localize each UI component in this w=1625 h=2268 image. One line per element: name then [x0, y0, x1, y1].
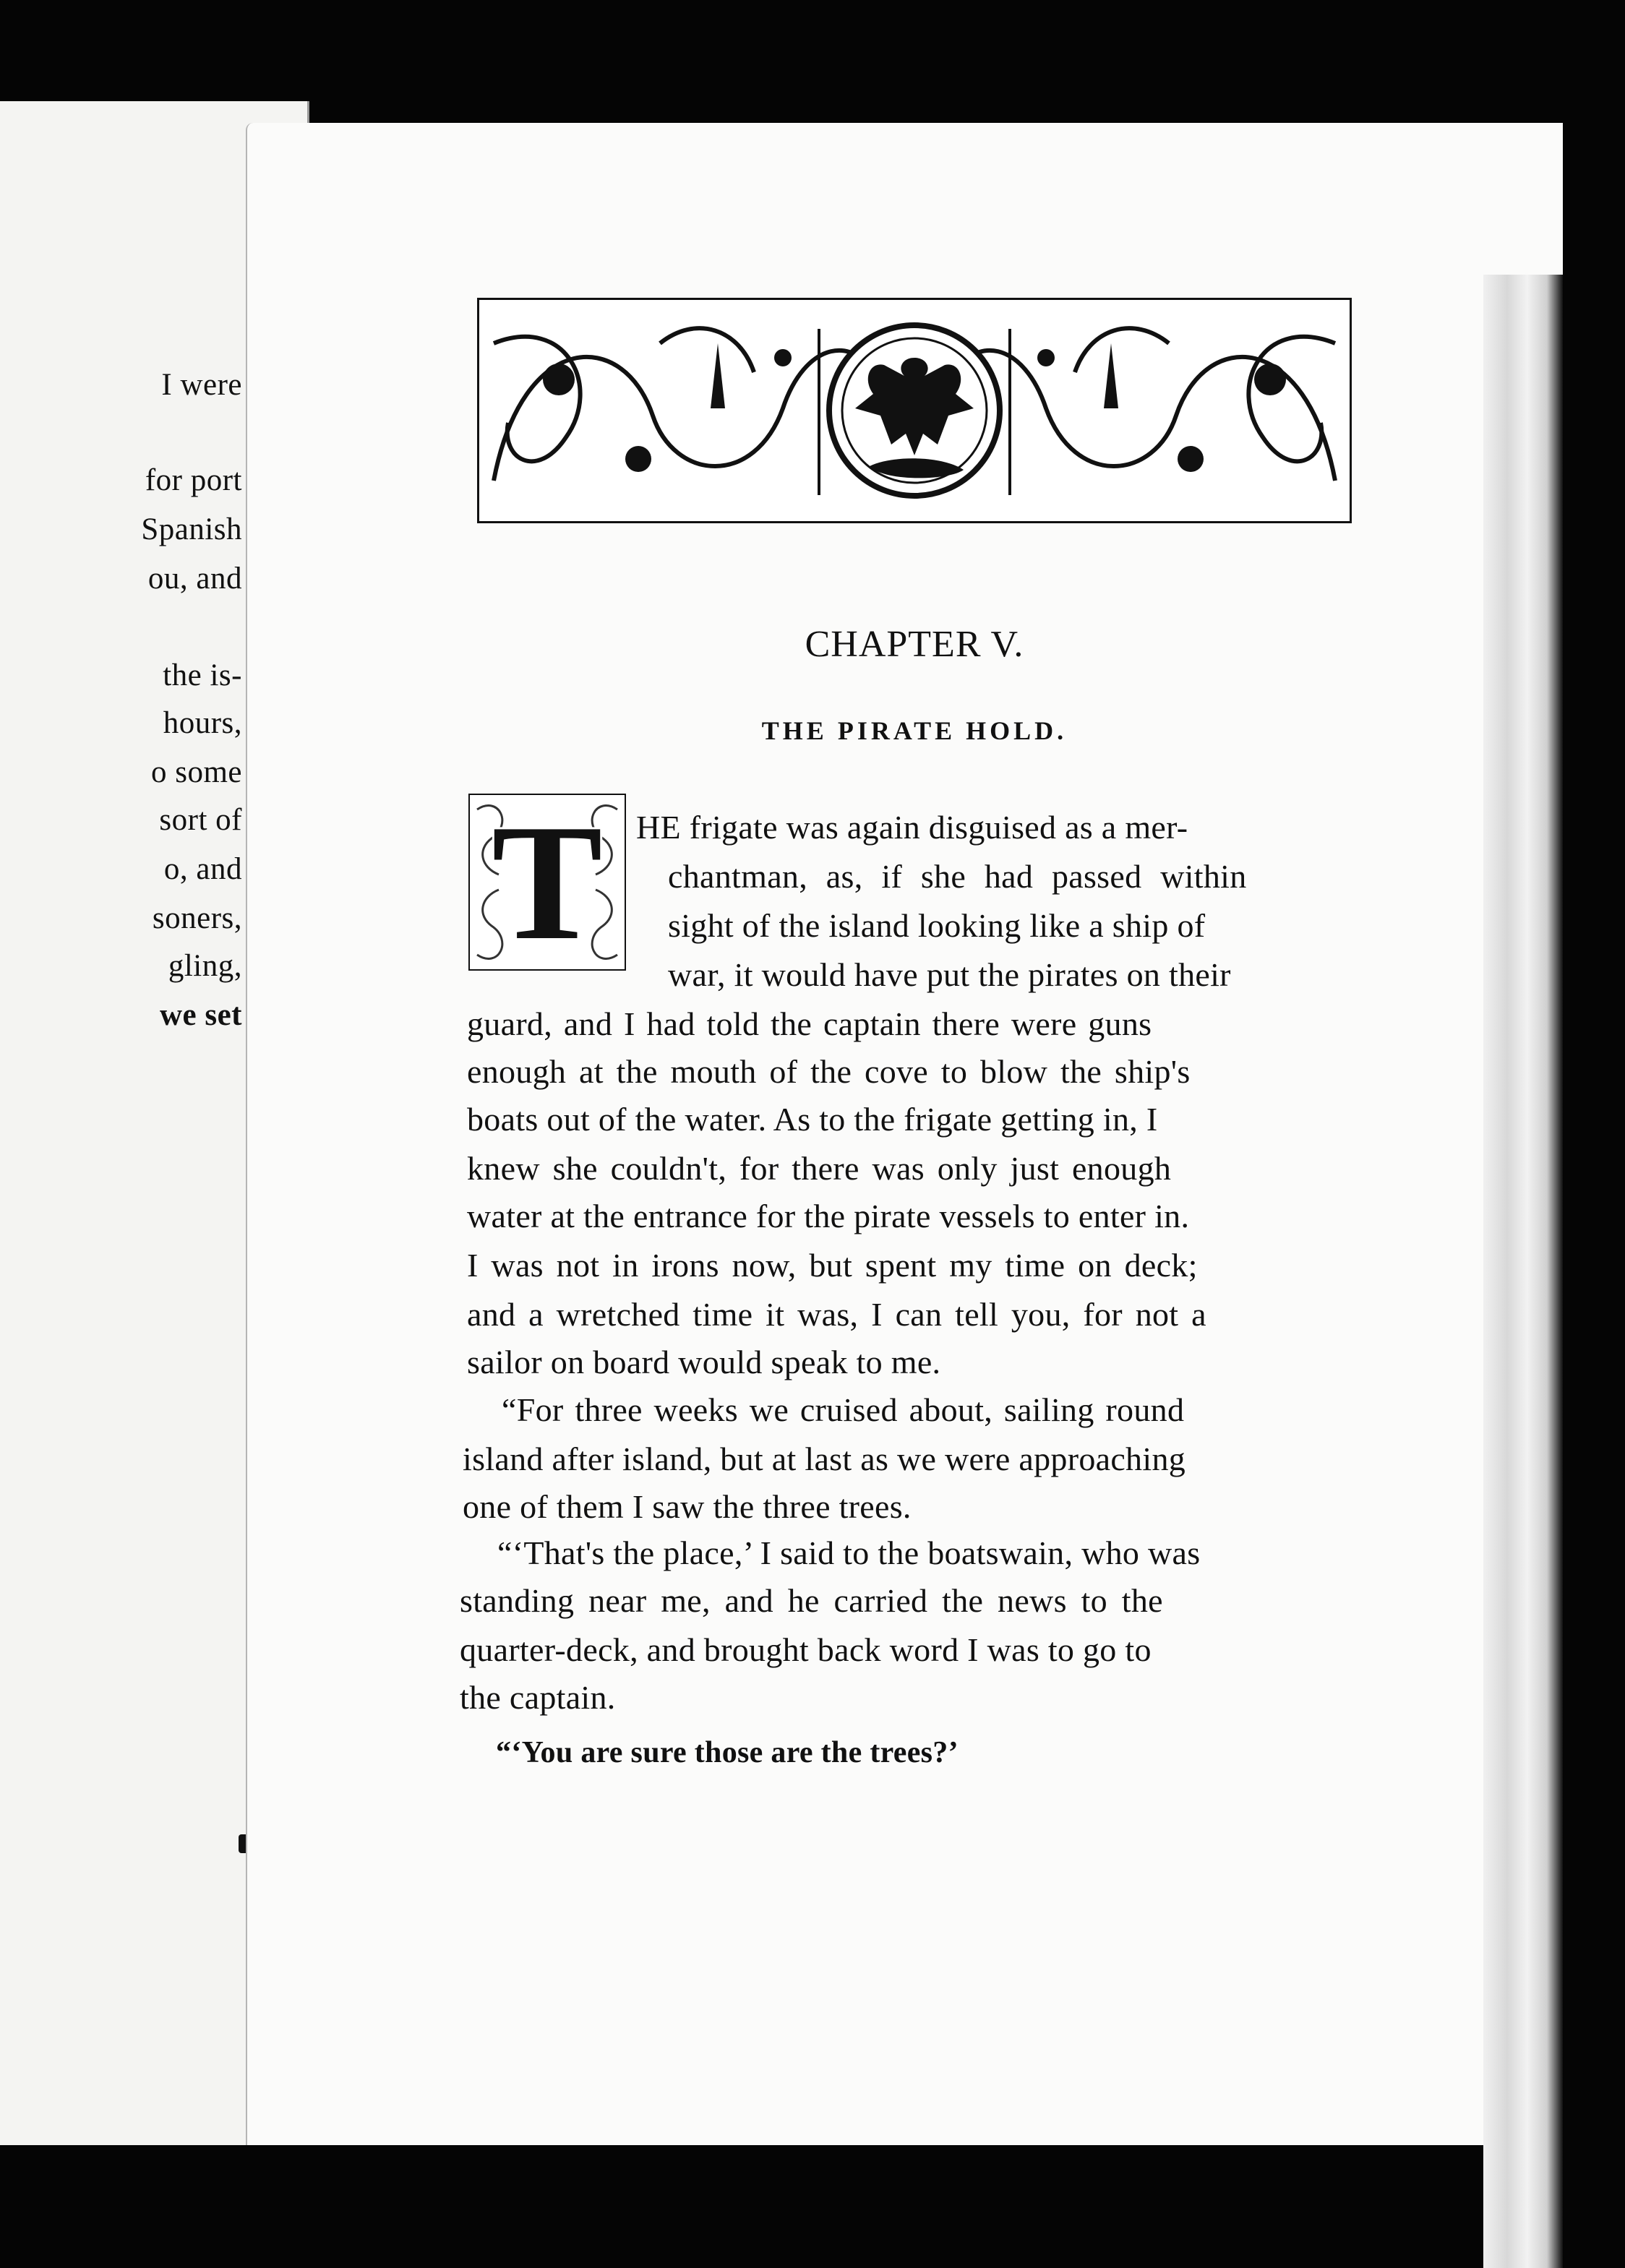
left-page-line: ou, and	[147, 562, 242, 596]
left-page-line: for port	[145, 463, 242, 497]
drop-cap-letter: T	[492, 790, 603, 974]
drop-cap	[468, 790, 626, 974]
body-line: one of them I saw the three trees.	[463, 1488, 912, 1525]
body-line: boats out of the water. As to the frigate getting in, I	[467, 1101, 1158, 1138]
left-page-line: soners,	[152, 901, 242, 935]
body-line: chantman, as, if she had passed within	[668, 858, 1247, 895]
left-page-line: I were	[161, 368, 242, 402]
left-page-line: gling,	[168, 949, 242, 983]
headpiece-ornament	[477, 298, 1352, 523]
body-line: standing near me, and he carried the news to the	[460, 1582, 1163, 1619]
left-page-line: we set	[159, 998, 242, 1032]
left-page-line: hours,	[163, 706, 242, 740]
body-line: island after island, but at last as we were approaching	[463, 1440, 1186, 1477]
body-line: water at the entrance for the pirate vessels to enter in.	[467, 1198, 1190, 1234]
body-line: knew she couldn't, for there was only just enough	[467, 1150, 1172, 1187]
body-line: “‘You are sure those are the trees?’	[496, 1736, 959, 1769]
left-page-line: o some	[150, 755, 242, 789]
body-line: I was not in irons now, but spent my time on deck;	[467, 1247, 1198, 1284]
body-line: “‘That's the place,’ I said to the boatswain, who was	[497, 1534, 1201, 1571]
body-line: sailor on board would speak to me.	[467, 1344, 941, 1380]
body-line: quarter-deck, and brought back word I was to go to	[460, 1631, 1152, 1668]
left-page-line: the is-	[163, 658, 242, 692]
left-page-line: Spanish	[141, 512, 242, 546]
chapter-subtitle: THE PIRATE HOLD.	[761, 716, 1068, 745]
body-line: the captain.	[460, 1679, 616, 1716]
eagle-ornament-icon	[479, 300, 1350, 521]
left-page-line: sort of	[159, 803, 242, 837]
left-page-line: o, and	[163, 852, 242, 886]
body-line: “For three weeks we cruised about, sailing round	[502, 1391, 1185, 1428]
body-line: war, it would have put the pirates on their	[668, 956, 1231, 993]
body-line: guard, and I had told the captain there were guns	[467, 1005, 1152, 1042]
body-line: HE frigate was again disguised as a mer-	[636, 809, 1188, 846]
body-line: sight of the island looking like a ship of	[668, 907, 1206, 944]
page-edge	[1483, 275, 1563, 2268]
body-line: enough at the mouth of the cove to blow the ship's	[467, 1053, 1191, 1090]
chapter-title: CHAPTER V.	[805, 624, 1024, 665]
body-line: and a wretched time it was, I can tell you, for not a	[467, 1296, 1206, 1333]
